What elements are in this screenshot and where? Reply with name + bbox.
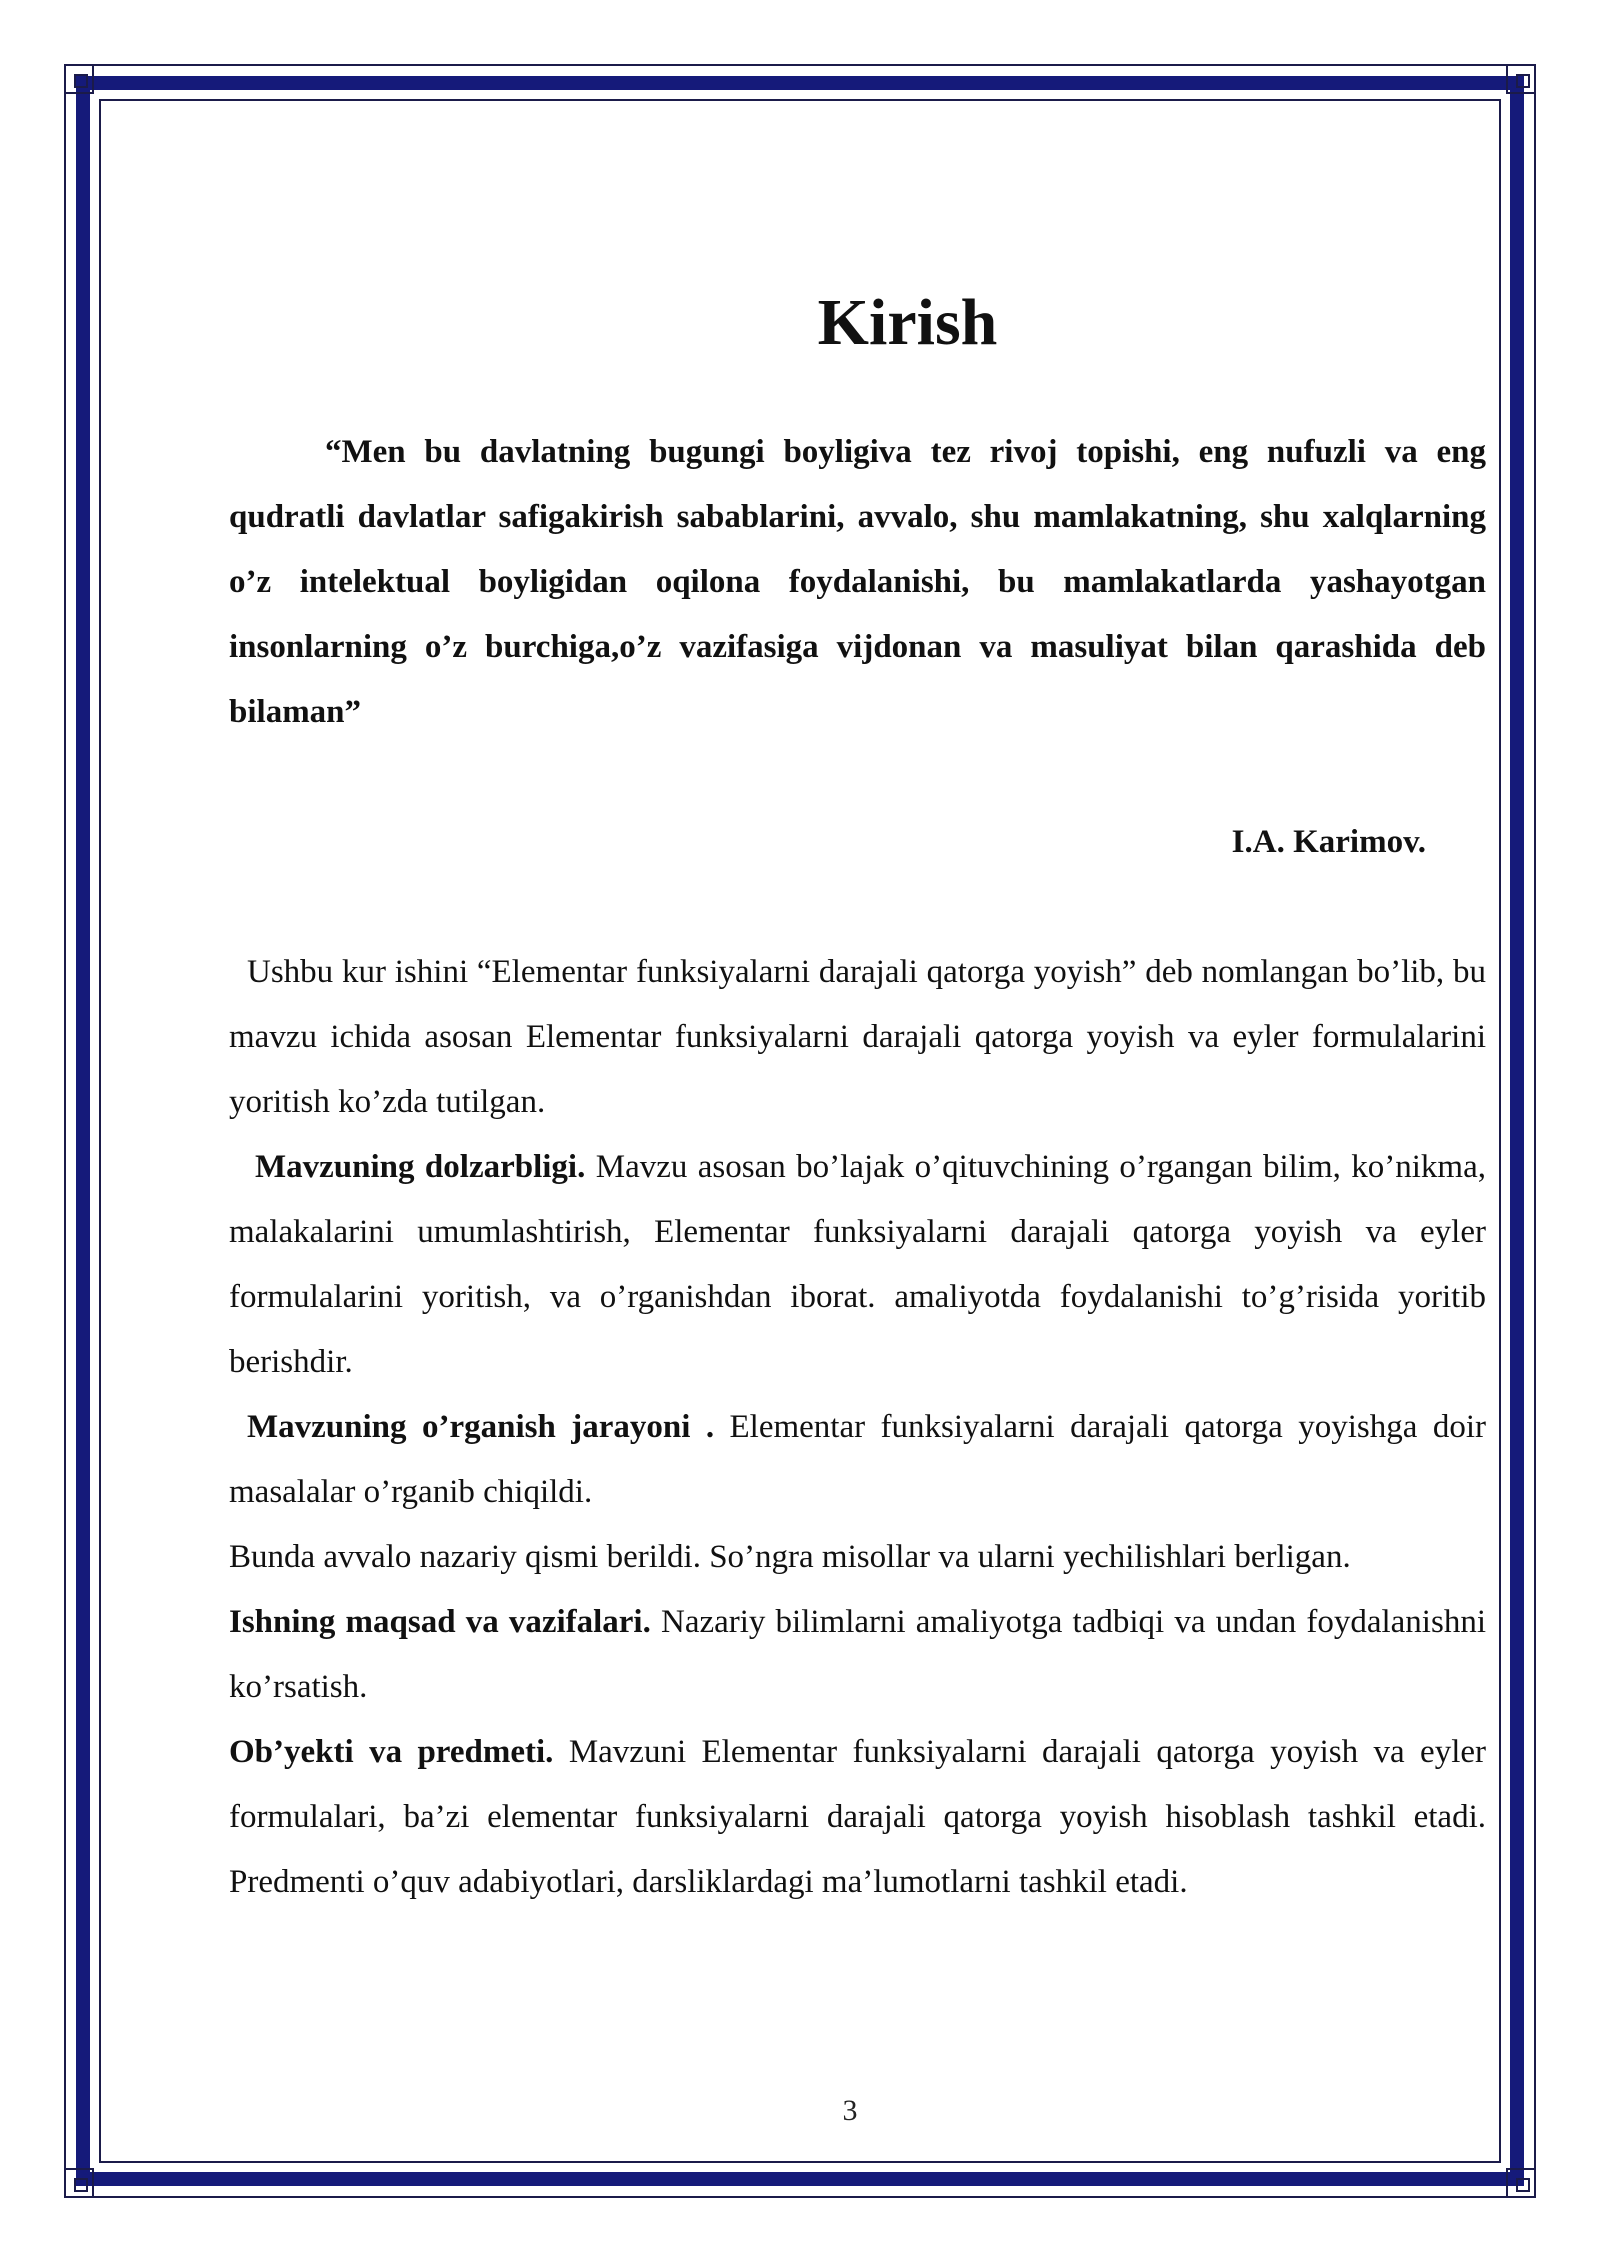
spacer [229, 875, 1486, 940]
paragraph-text: Ushbu kur ishini “Elementar funksiyalarni darajali qatorga yoyish” deb nomlangan bo’lib, bu mavzu ichida asosan Elementar funksiyalarni darajali qatorga yoyish va eyler formulalarini yoritish ko’zda tutilgan. [229, 954, 1486, 1120]
paragraph-lead: Mavzuning o’rganish jarayoni . [247, 1409, 715, 1445]
paragraph-object-subject [229, 1720, 1486, 1915]
paragraph-study-process [229, 1395, 1486, 1525]
corner-ornament-top-left [64, 64, 94, 94]
paragraph-text: Mavzu asosan bo’lajak o’qituvchining o’rgangan bilim, ko’nikma, malakalarini umumlashtirish, Elementar funksiyalarni darajali qatorga yoyish va eyler formulalarini yoritish, va o’rganishdan iborat. amaliyotda foydalanishi to’g’risida yoritib berishdir. [229, 1149, 1486, 1380]
paragraph-relevance [229, 1135, 1486, 1395]
paragraph-text: Nazariy bilimlarni amaliyotga tadbiqi va undan foydalanishni ko’rsatish. [229, 1604, 1486, 1705]
paragraph-text: Elementar funksiyalarni darajali qatorga yoyishga doir masalalar o’rganib chiqildi. [229, 1409, 1486, 1510]
paragraph-lead: Ob’yekti va predmeti. [229, 1734, 554, 1770]
corner-ornament-bottom-right [1506, 2168, 1536, 2198]
page-number: 3 [842, 2094, 858, 2127]
spacer [229, 745, 1486, 810]
epigraph-quote: “Men bu davlatning bugungi boyligiva tez rivoj topishi, eng nufuzli va eng qudratli davlatlar safigakirish sabablarini, avvalo, shu mamlakatning, shu xalqlarning o’z intelektual boyligidan oqilona foydalanishi, bu mamlakatlarda yashayotgan insonlarning o’z burchiga,o’z vazifasiga vijdonan va masuliyat bilan qarashida deb bilaman” [229, 434, 1486, 730]
spacer [229, 355, 1486, 420]
paragraph-structure [229, 1525, 1486, 1590]
document-body [229, 286, 1487, 1915]
paragraph-goals [229, 1590, 1486, 1720]
corner-ornament-bottom-left [64, 2168, 94, 2198]
paragraph-lead: Ishning maqsad va vazifalari. [229, 1604, 651, 1640]
paragraph-text: Bunda avvalo nazariy qismi berildi. So’ngra misollar va ularni yechilishlari berligan. [229, 1539, 1351, 1575]
paragraph-lead: Mavzuning dolzarbligi. [255, 1149, 586, 1185]
paragraph-text: Mavzuni Elementar funksiyalarni darajali qatorga yoyish va eyler formulalari, ba’zi elementar funksiyalarni darajali qatorga yoyish hisoblash tashkil etadi. Predmenti o’quv adabiyotlari, darsliklardagi ma’lumotlarni tashkil etadi. [229, 1734, 1487, 1900]
paragraph-intro [229, 940, 1486, 1135]
page-title: Kirish [817, 286, 998, 359]
corner-ornament-top-right [1506, 64, 1536, 94]
epigraph-author: I.A. Karimov. [1231, 824, 1426, 860]
